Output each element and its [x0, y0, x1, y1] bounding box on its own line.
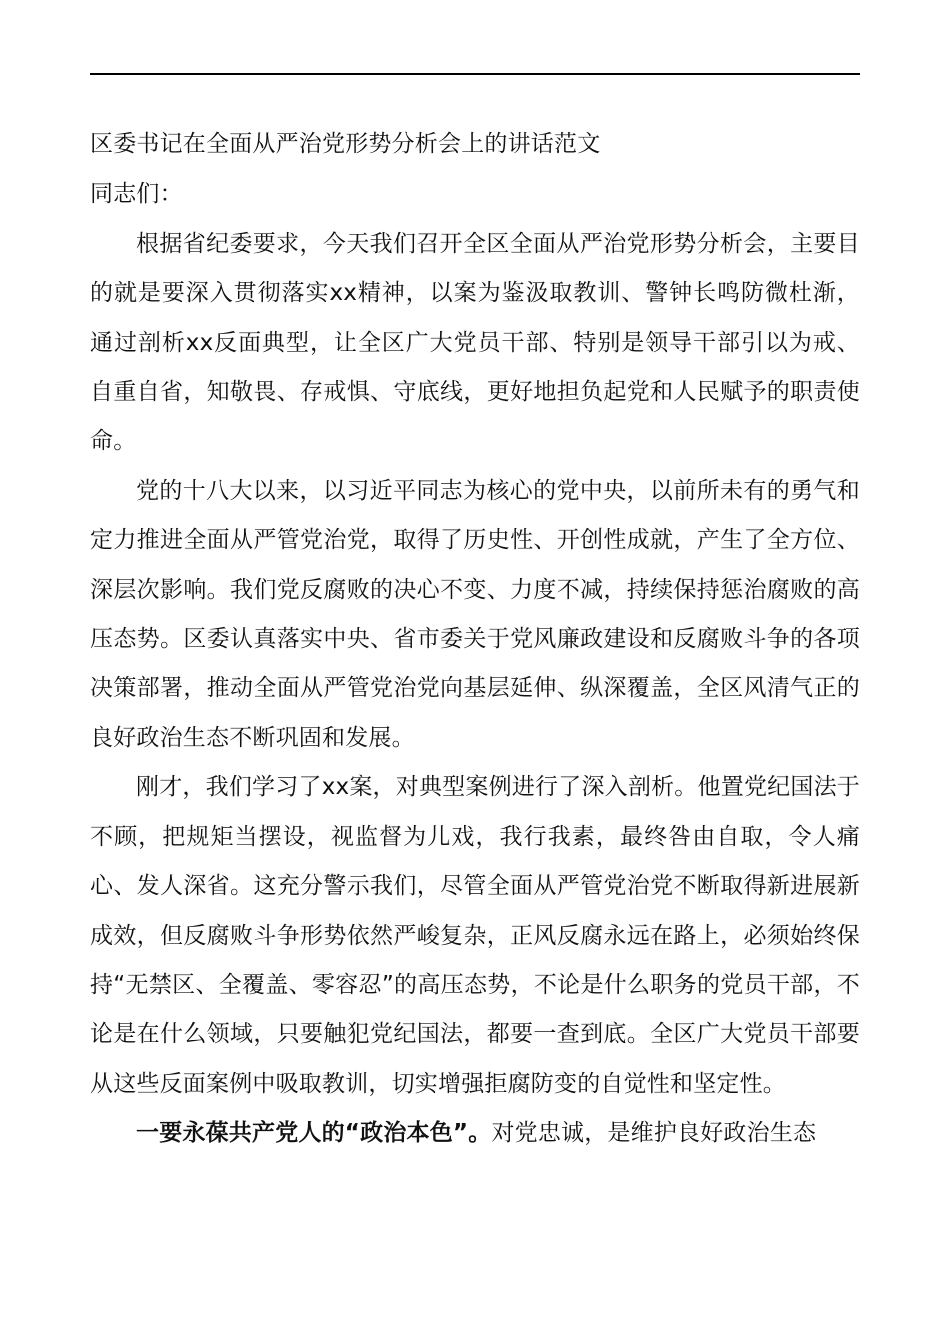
- document-body: [90, 120, 860, 1159]
- paragraph-2: 党的十八大以来，以习近平同志为核心的党中央，以前所未有的勇气和定力推进全面从严管党治党，取得了历史性、开创性成就，产生了全方位、深层次影响。我们党反腐败的决心不变、力度不减，持续保持惩治腐败的高压态势。区委认真落实中央、省市委关于党风廉政建设和反腐败斗争的各项决策部署，推动全面从严管党治党向基层延伸、纵深覆盖，全区风清气正的良好政治生态不断巩固和发展。: [90, 477, 860, 751]
- salutation: 同志们：: [90, 181, 183, 208]
- paragraph-4: [90, 1109, 860, 1158]
- paragraph-3: 刚才，我们学习了xx案，对典型案例进行了深入剖析。他置党纪国法于不顾，把规矩当摆设，视监督为儿戏，我行我素，最终咎由自取，令人痛心、发人深省。这充分警示我们，尽管全面从严管党治党不断取得新进展新成效，但反腐败斗争形势依然严峻复杂，正风反腐永远在路上，必须始终保持“无禁区、全覆盖、零容忍”的高压态势，不论是什么职务的党员干部，不论是在什么领域，只要触犯党纪国法，都要一查到底。全区广大党员干部要从这些反面案例中吸取教训，切实增强拒腐防变的自觉性和坚定性。: [90, 774, 860, 1097]
- header-rule: [90, 73, 860, 75]
- section-heading: 一要永葆共产党人的“政治本色”。: [136, 1120, 492, 1147]
- paragraph-4-text: 对党忠诚，是维护良好政治生态: [491, 1120, 817, 1147]
- document-title: 区委书记在全面从严治党形势分析会上的讲话范文: [90, 131, 601, 157]
- paragraph-1: 根据省纪委要求，今天我们召开全区全面从严治党形势分析会，主要目的就是要深入贯彻落实xx精神，以案为鉴汲取教训、警钟长鸣防微杜渐，通过剖析xx反面典型，让全区广大党员干部、特别是领导干部引以为戒、自重自省，知敬畏、存戒惧、守底线，更好地担负起党和人民赋予的职责使命。: [90, 230, 860, 455]
